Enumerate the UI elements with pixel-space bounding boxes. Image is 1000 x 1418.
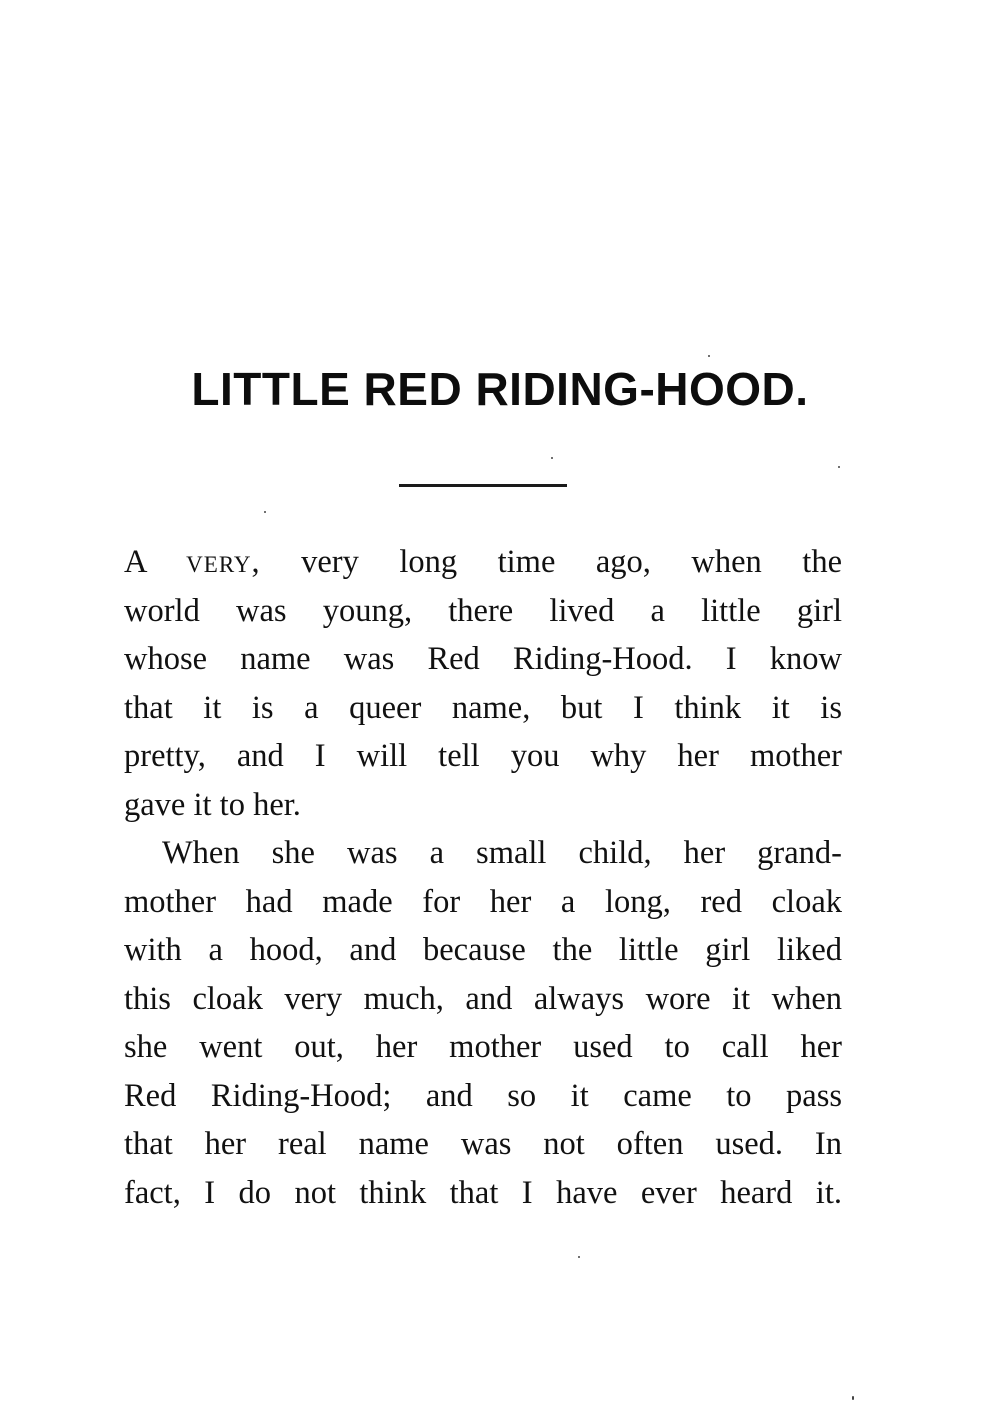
title-divider bbox=[399, 484, 567, 487]
scan-speck bbox=[264, 511, 266, 513]
opening-small-caps: very, bbox=[186, 544, 261, 580]
text-line: mother had made for her a long, red cloak bbox=[124, 883, 842, 920]
text-line: Red Riding-Hood; and so it came to pass bbox=[124, 1077, 842, 1114]
text-line: with a hood, and because the little girl liked bbox=[124, 932, 842, 968]
opening-line-rest: very long time ago, when the bbox=[301, 544, 842, 580]
story-text bbox=[124, 538, 842, 1217]
text-line: When she was a small child, her grand- bbox=[162, 835, 842, 871]
text-line: this cloak very much, and always wore it when bbox=[124, 980, 842, 1017]
text-line: whose name was Red Riding-Hood. I know bbox=[124, 641, 842, 677]
scan-speck bbox=[838, 466, 840, 468]
text-line: that it is a queer name, but I think it is bbox=[124, 689, 842, 726]
scan-speck bbox=[852, 1396, 854, 1400]
chapter-title: LITTLE RED RIDING-HOOD. bbox=[191, 363, 809, 415]
text-line: world was young, there lived a little girl bbox=[124, 592, 842, 629]
text-line: pretty, and I will tell you why her mother bbox=[124, 738, 842, 774]
text-line: fact, I do not think that I have ever heard it. bbox=[124, 1174, 842, 1211]
text-line: she went out, her mother used to call her bbox=[124, 1029, 842, 1065]
scan-speck bbox=[578, 1256, 580, 1258]
opening-letter: A bbox=[124, 544, 146, 580]
text-line bbox=[124, 538, 842, 587]
scan-speck bbox=[551, 457, 553, 459]
scan-speck bbox=[708, 355, 710, 357]
text-line: gave it to her. bbox=[124, 786, 301, 823]
text-line: that her real name was not often used. In bbox=[124, 1126, 842, 1162]
